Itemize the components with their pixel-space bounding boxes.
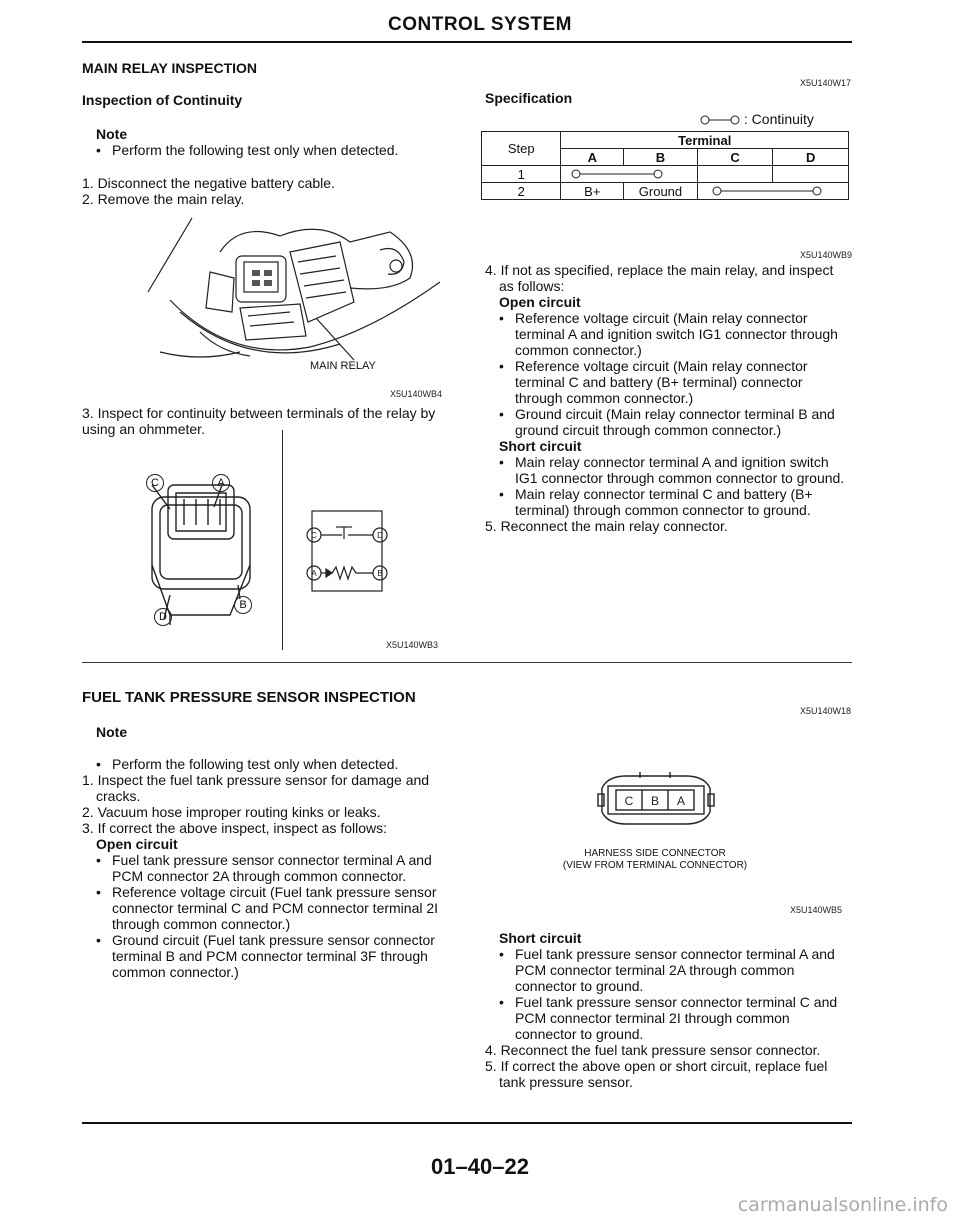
- relay-step-1: 1. Disconnect the negative battery cable.: [82, 175, 335, 191]
- table-code: X5U140WB9: [800, 250, 853, 260]
- fuel-section-title: FUEL TANK PRESSURE SENSOR INSPECTION: [82, 689, 416, 706]
- fuel-right-text: [485, 930, 850, 1090]
- relay-schematic: [298, 505, 398, 595]
- terminal-c-marker: C: [146, 474, 164, 492]
- page-number: 01–40–22: [431, 1154, 529, 1179]
- row2-b: Ground: [624, 183, 698, 200]
- continuity-line-cd-icon: [712, 186, 822, 196]
- section-divider: [82, 662, 852, 663]
- row1-c: [697, 166, 773, 183]
- row2-step: 2: [482, 183, 561, 200]
- bottom-rule: [82, 1122, 852, 1124]
- schematic-d-label: D: [377, 531, 383, 540]
- page-header-title: CONTROL SYSTEM: [388, 14, 572, 35]
- spec-col-c: C: [697, 149, 773, 166]
- spec-col-b: B: [624, 149, 698, 166]
- figure2-code: X5U140WB3: [386, 640, 439, 650]
- spec-top-code: X5U140W17: [800, 78, 852, 88]
- connector-pin-c: C: [624, 794, 634, 808]
- fuel-open-item-3: • Ground circuit (Fuel tank pressure sensor connector terminal B and PCM connector terminal 3F through common connector.): [96, 932, 452, 980]
- spec-header-step: Step: [482, 132, 561, 166]
- schematic-b-label: B: [377, 569, 383, 578]
- fuel-note-label: Note: [96, 724, 128, 740]
- connector-pin-a: A: [676, 794, 686, 808]
- relay-subtitle: Inspection of Continuity: [82, 92, 243, 108]
- fuel-step-3: 3. If correct the above inspect, inspect as follows:: [82, 820, 388, 836]
- row1-step: 1: [482, 166, 561, 183]
- fuel-short-circuit-label: Short circuit: [499, 930, 582, 946]
- spec-right-text: [485, 262, 850, 534]
- header-rule: [82, 41, 852, 43]
- row2-a: B+: [561, 183, 624, 200]
- relay-note-bullet: • Perform the following test only when detected.: [96, 142, 472, 158]
- terminal-b-marker: B: [234, 596, 252, 614]
- relay-note-label: Note: [96, 126, 128, 142]
- connector-code: X5U140WB5: [790, 905, 843, 915]
- open-item-3: • Ground circuit (Main relay connector terminal B and ground circuit through common connector.): [499, 406, 850, 438]
- fuel-open-item-1: • Fuel tank pressure sensor connector terminal A and PCM connector 2A through common connector.: [96, 852, 452, 884]
- open-item-2: • Reference voltage circuit (Main relay connector terminal C and battery (B+ terminal) connector through common connector.): [499, 358, 850, 406]
- connector-pin-b: B: [650, 794, 660, 808]
- terminal-a-marker: A: [212, 474, 230, 492]
- spec-table: [481, 131, 849, 200]
- relay-section-title: MAIN RELAY INSPECTION: [82, 60, 258, 76]
- harness-connector-figure: [586, 770, 726, 830]
- spec-step-4: 4. If not as specified, replace the main relay, and inspect as follows:: [485, 262, 834, 294]
- fuel-step-4: 4. Reconnect the fuel tank pressure sensor connector.: [485, 1042, 821, 1058]
- continuity-symbol-icon: [700, 115, 740, 125]
- relay-step-3: 3. Inspect for continuity between terminals of the relay by using an ohmmeter.: [82, 405, 436, 437]
- main-relay-location-figure: [140, 212, 440, 372]
- fuel-step-5: 5. If correct the above open or short circuit, replace fuel tank pressure sensor.: [485, 1058, 828, 1090]
- relay-step-2: 2. Remove the main relay.: [82, 191, 245, 207]
- schematic-c-label: C: [311, 531, 317, 540]
- spec-step-5: 5. Reconnect the main relay connector.: [485, 518, 728, 534]
- fuel-short-item-1: • Fuel tank pressure sensor connector terminal A and PCM connector terminal 2A through common connector to ground.: [499, 946, 850, 994]
- spec-col-a: A: [561, 149, 624, 166]
- fuel-open-circuit-label: Open circuit: [96, 836, 178, 852]
- connector-caption-line-1: HARNESS SIDE CONNECTOR: [584, 848, 726, 859]
- continuity-legend: : Continuity: [700, 111, 814, 127]
- short-item-2: • Main relay connector terminal C and battery (B+ terminal) through common connector to ground.: [499, 486, 850, 518]
- fuel-step-1: 1. Inspect the fuel tank pressure sensor for damage and cracks.: [82, 772, 430, 804]
- spec-header-terminal: Terminal: [561, 132, 849, 149]
- connector-caption: [520, 848, 790, 872]
- row1-d: [773, 166, 849, 183]
- schematic-a-label: A: [311, 569, 317, 578]
- terminal-d-marker: D: [154, 608, 172, 626]
- row1-continuity-ab: [561, 166, 697, 183]
- spec-title: Specification: [485, 90, 573, 106]
- fuel-short-item-2: • Fuel tank pressure sensor connector terminal C and PCM connector terminal 2I through common connector to ground.: [499, 994, 850, 1042]
- short-item-1: • Main relay connector terminal A and ignition switch IG1 connector through common connector to ground.: [499, 454, 850, 486]
- table-row: [482, 183, 849, 200]
- main-relay-label: MAIN RELAY: [310, 360, 376, 372]
- row2-continuity-cd: [697, 183, 848, 200]
- fuel-section-code: X5U140W18: [800, 706, 852, 716]
- spec-col-d: D: [773, 149, 849, 166]
- table-row: [482, 166, 849, 183]
- fuel-note-bullet: • Perform the following test only when detected.: [96, 756, 472, 772]
- short-circuit-label: Short circuit: [499, 438, 582, 454]
- watermark: carmanualsonline.info: [737, 1194, 948, 1216]
- fuel-step-2: 2. Vacuum hose improper routing kinks or leaks.: [82, 804, 381, 820]
- open-item-1: • Reference voltage circuit (Main relay connector terminal A and ignition switch IG1 connector through common connector.): [499, 310, 850, 358]
- fuel-open-item-2: • Reference voltage circuit (Fuel tank pressure sensor connector terminal C and PCM connector terminal 2I through common connector.): [96, 884, 452, 932]
- figure1-code: X5U140WB4: [390, 389, 443, 399]
- open-circuit-label: Open circuit: [499, 294, 581, 310]
- continuity-line-ab-icon: [571, 169, 663, 179]
- figure2-divider: [282, 430, 283, 650]
- fuel-left-text: [82, 772, 452, 980]
- connector-caption-line-2: (VIEW FROM TERMINAL CONNECTOR): [562, 860, 748, 871]
